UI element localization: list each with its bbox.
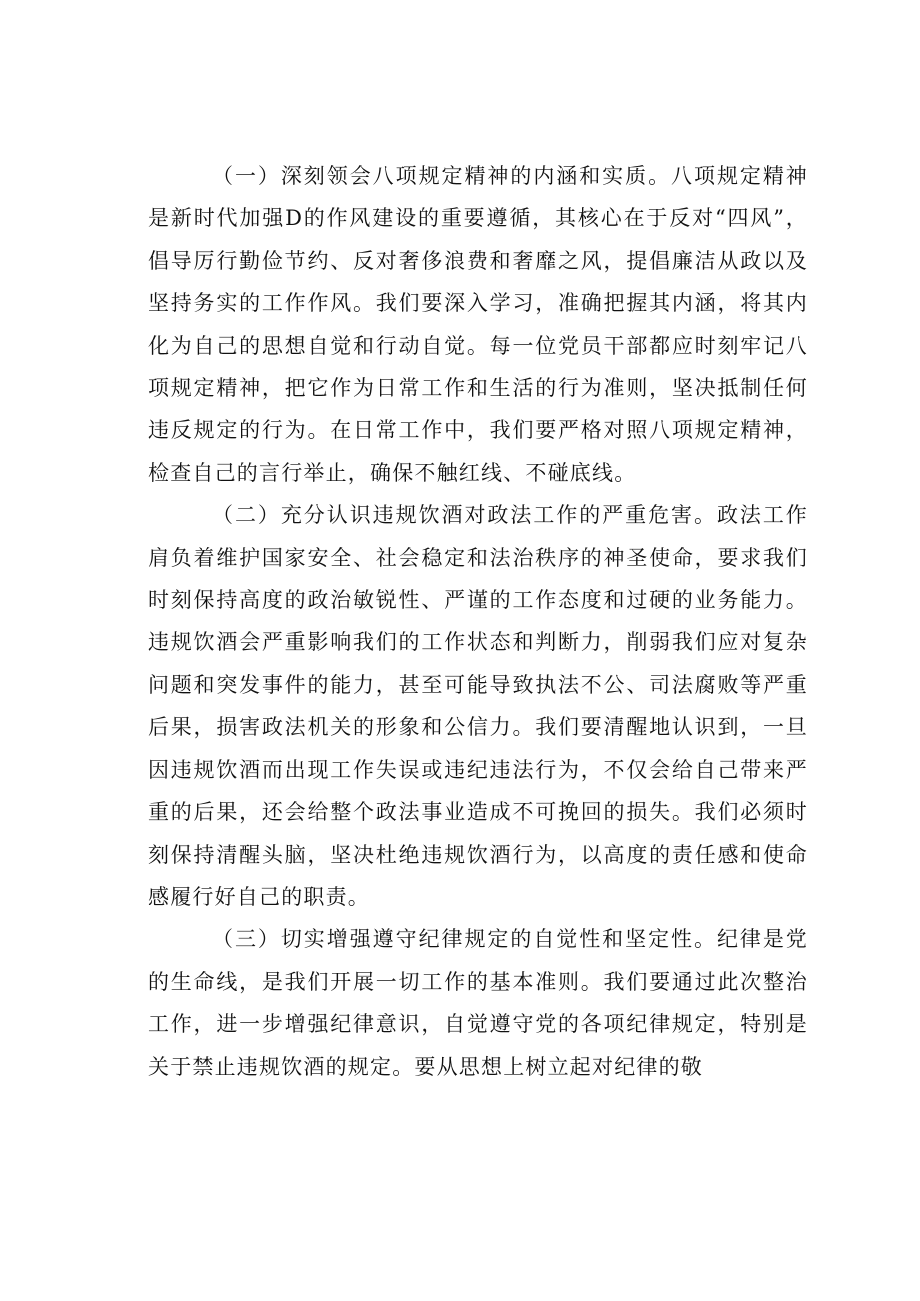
paragraph-1: （一）深刻领会八项规定精神的内涵和实质。八项规定精神是新时代加强D的作风建设的重要遵循，其核心在于反对“四风”，倡导厉行勤俭节约、反对奢侈浪费和奢靡之风，提倡廉洁从政以及坚持务实的工作作风。我们要深入学习，准确把握其内涵，将其内化为自己的思想自觉和行动自觉。每一位党员干部都应时刻牢记八项规定精神，把它作为日常工作和生活的行为准则，坚决抵制任何违反规定的行为。在日常工作中，我们要严格对照八项规定精神，检查自己的言行举止，确保不触红线、不碰底线。 [148,164,808,485]
document-body [148,155,808,1088]
paragraph-2: （二）充分认识违规饮酒对政法工作的严重危害。政法工作肩负着维护国家安全、社会稳定和法治秩序的神圣使命，要求我们时刻保持高度的政治敏锐性、严谨的工作态度和过硬的业务能力。违规饮酒会严重影响我们的工作状态和判断力，削弱我们应对复杂问题和突发事件的能力，甚至可能导致执法不公、司法腐败等严重后果，损害政法机关的形象和公信力。我们要清醒地认识到，一旦因违规饮酒而出现工作失误或违纪违法行为，不仅会给自己带来严重的后果，还会给整个政法事业造成不可挽回的损失。我们必须时刻保持清醒头脑，坚决杜绝违规饮酒行为，以高度的责任感和使命感履行好自己的职责。 [148,503,808,909]
paragraph-3: （三）切实增强遵守纪律规定的自觉性和坚定性。纪律是党的生命线，是我们开展一切工作的基本准则。我们要通过此次整治工作，进一步增强纪律意识，自觉遵守党的各项纪律规定，特别是关于禁止违规饮酒的规定。要从思想上树立起对纪律的敬 [148,927,808,1079]
